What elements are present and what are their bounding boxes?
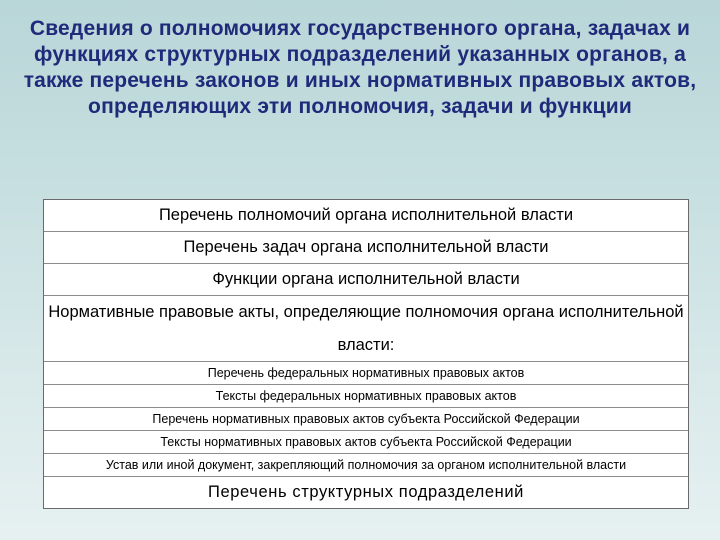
table-row-federal-acts-texts: Тексты федеральных нормативных правовых актов [44, 385, 688, 408]
table-row-federal-acts-list: Перечень федеральных нормативных правовых актов [44, 362, 688, 385]
table-row-normative-acts: Нормативные правовые акты, определяющие полномочия органа исполнительной власти: [44, 296, 688, 362]
table-row-regional-acts-list: Перечень нормативных правовых актов субъекта Российской Федерации [44, 408, 688, 431]
table-row-subdivisions: Перечень структурных подразделений [208, 483, 524, 501]
table-row-tasks: Перечень задач органа исполнительной власти [44, 232, 688, 264]
table-row-regional-acts-texts: Тексты нормативных правовых актов субъекта Российской Федерации [44, 431, 688, 454]
table-row-powers: Перечень полномочий органа исполнительной власти [44, 200, 688, 232]
table-row-functions: Функции органа исполнительной власти [44, 264, 688, 296]
page-title: Сведения о полномочиях государственного органа, задачах и функциях структурных подразделений указанных органов, а также перечень законов и иных нормативных правовых актов, определяющих эти полномочия, задачи и функции [23, 17, 697, 118]
info-table [43, 199, 689, 509]
table-row-charter: Устав или иной документ, закрепляющий полномочия за органом исполнительной власти [44, 454, 688, 477]
